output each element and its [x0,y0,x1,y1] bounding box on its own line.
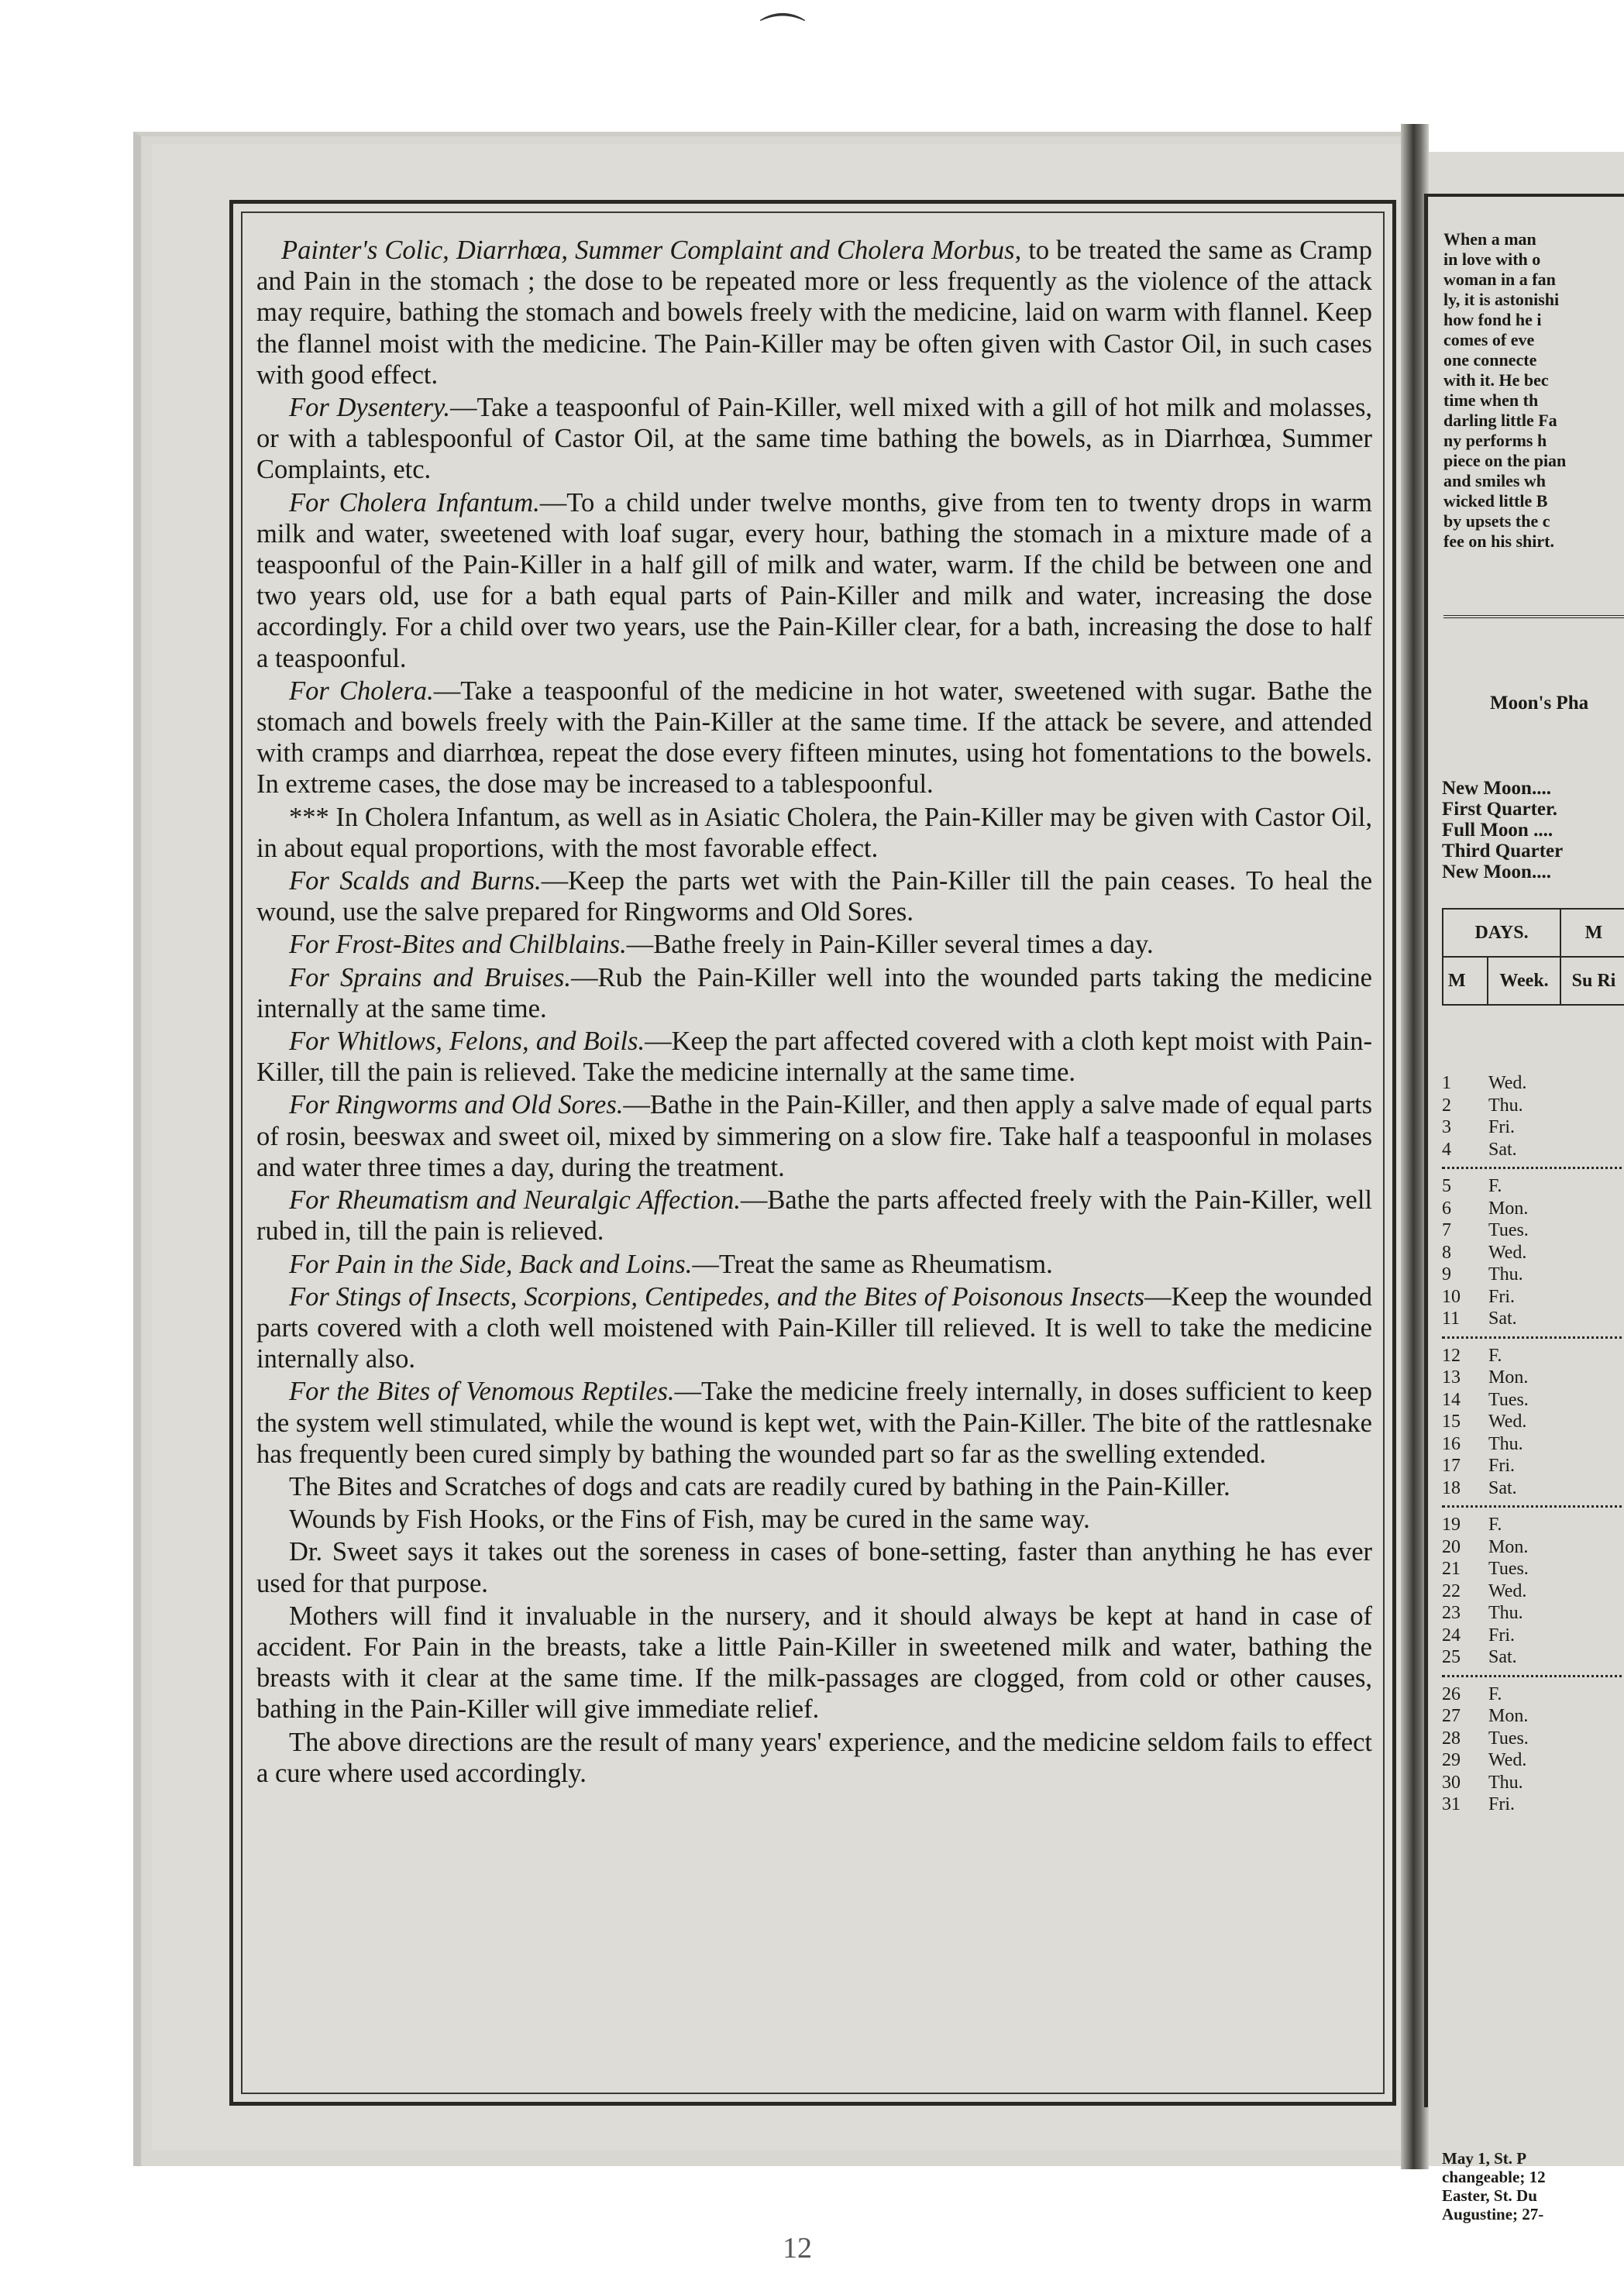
day-of-week: Mon. [1488,1536,1529,1557]
almanac-note-line: Augustine; 27- [1442,2205,1544,2223]
directions-paragraph [256,676,1372,800]
day-of-week: Wed. [1488,1580,1527,1601]
calendar-row [1442,1389,1624,1412]
day-number: 12 [1442,1345,1461,1366]
paragraph-heading: For Scalds and Burns. [289,866,542,896]
directions-paragraph [256,962,1372,1024]
day-number: 27 [1442,1706,1461,1726]
calendar-row [1442,1455,1624,1477]
paragraph-body: Wounds by Fish Hooks, or the Fins of Fish, may be cured in the same way. [289,1505,1090,1535]
directions-paragraph [256,1727,1372,1789]
day-of-week: Tues. [1488,1220,1529,1240]
side-anecdote-line: time when th [1443,390,1539,410]
side-anecdote-line: wicked little B [1443,491,1548,511]
calendar-row [1442,1646,1624,1669]
paragraph-body: Mothers will find it invaluable in the nursery, and it should always be kept at hand in case of accident. For Pain in the breasts, take a little Pain-Killer in sweetened milk and water, bathing the breasts with it clear at the same time. If the milk-passages are clogged, from cold or other causes, bathing in the Pain-Killer will give immediate relief. [256,1601,1372,1725]
day-number: 19 [1442,1515,1461,1535]
day-number: 8 [1442,1242,1451,1263]
paragraph-body: —Keep the part affected covered with a cloth kept moist with Pain-Killer, till the pain is relieved. Take the medicine internally at the same time. [256,1027,1373,1088]
directions-paragraph [256,1376,1372,1470]
day-of-week: Wed. [1488,1412,1527,1432]
almanac-frame [1424,194,1624,2223]
day-number: 14 [1442,1389,1461,1410]
day-of-week: Sat. [1488,1309,1517,1329]
day-of-week: Thu. [1488,1264,1523,1285]
directions-paragraph [256,929,1372,960]
day-of-week: Wed. [1488,1242,1527,1263]
side-anecdote-line: fee on his shirt. [1443,531,1554,551]
calendar-row [1442,1198,1624,1220]
side-anecdote-line: When a man [1443,229,1536,249]
day-of-week: Wed. [1488,1750,1527,1770]
calendar-row [1442,1308,1624,1330]
paragraph-body: —Keep the wounded parts covered with a cloth well moistened with Pain-Killer till relieved. It is well to take the medicine internally also. [256,1281,1372,1374]
page-number: 12 [783,2232,812,2265]
side-anecdote-line: piece on the pian [1443,451,1567,470]
calendar-row [1442,1286,1624,1309]
calendar-row [1442,1728,1624,1750]
paragraph-body: to be treated the same as Cramp and Pain in the stomach ; the dose to be repeated more or less frequently as the violence of the attack may require, bathing the stomach and bowels freely with the medicine, laid on warm with flannel. Keep the flannel moist with the medicine. The Pain-Killer may be often given with Castor Oil, in such cases with good effect. [256,236,1372,390]
paragraph-body: —Bathe the parts affected freely with the Pain-Killer, well rubed in, till the pain is relieved. [256,1185,1373,1247]
day-number: 11 [1442,1309,1461,1329]
day-number: 2 [1442,1095,1451,1116]
day-number: 30 [1442,1772,1461,1793]
directions-paragraph [256,1536,1372,1598]
day-of-week: Tues. [1488,1728,1529,1749]
side-anecdote [1443,229,1624,552]
calendar-days [1442,1072,1624,1816]
divider [1443,615,1624,618]
day-of-week: Thu. [1488,1772,1523,1793]
moon-phase-item: First Quarter. [1442,799,1558,820]
paragraph-body: —Bathe freely in Pain-Killer several times a day. [626,930,1154,960]
week-separator [1442,1675,1624,1677]
calendar-row [1442,1514,1624,1536]
day-number: 13 [1442,1367,1461,1388]
day-number: 3 [1442,1117,1451,1137]
calendar-row [1442,1625,1624,1647]
directions-paragraph [256,1601,1372,1725]
calendar-row [1442,1072,1624,1095]
paragraph-heading: For Cholera Infantum. [289,487,540,518]
paragraph-body: *** In Cholera Infantum, as well as in Asiatic Cholera, the Pain-Killer may be given with Castor Oil, in about equal proportions, with the most favorable effect. [256,802,1372,863]
text-frame [229,200,1396,2106]
page-scratch: ⌒ [759,12,806,63]
almanac-note-line: Easter, St. Du [1442,2186,1537,2205]
paragraph-heading: For the Bites of Venomous Reptiles. [289,1377,675,1407]
day-number: 4 [1442,1139,1451,1160]
calendar-row [1442,1705,1624,1728]
moon-phase-item: Full Moon .... [1442,820,1553,841]
calendar-row [1442,1580,1624,1603]
day-of-week: Wed. [1488,1073,1527,1093]
side-anecdote-line: how fond he i [1443,310,1542,329]
side-anecdote-line: with it. He bec [1443,370,1549,390]
day-of-week: Thu. [1488,1095,1523,1116]
week-header: Week. [1488,957,1560,1005]
directions-paragraph [256,392,1372,486]
week-separator [1442,1336,1624,1339]
side-anecdote-line: woman in a fan [1443,270,1556,289]
calendar-row [1442,1139,1624,1161]
directions-text [256,235,1372,1790]
paragraph-body: The Bites and Scratches of dogs and cats are readily cured by bathing in the Pain-Killer. [289,1471,1230,1501]
day-of-week: Sat. [1488,1477,1517,1498]
side-anecdote-line: ly, it is astonishi [1443,290,1560,309]
day-of-week: Fri. [1488,1286,1516,1307]
day-of-week: F. [1488,1683,1502,1704]
week-separator [1442,1505,1624,1508]
day-of-week: Fri. [1488,1117,1516,1137]
calendar-row [1442,1793,1624,1816]
month-col-header: M [1560,909,1624,957]
side-anecdote-line: and smiles wh [1443,471,1547,490]
day-of-week: Thu. [1488,1603,1523,1623]
paragraph-heading: For Ringworms and Old Sores. [289,1090,624,1120]
day-of-week: Mon. [1488,1198,1529,1219]
day-of-week: F. [1488,1515,1502,1535]
day-number: 26 [1442,1683,1461,1704]
paragraph-heading: For Frost-Bites and Chilblains. [289,930,627,960]
calendar-row [1442,1345,1624,1367]
moon-phases-title: Moon's Pha [1490,693,1589,714]
directions-paragraph [256,1185,1372,1247]
day-number: 29 [1442,1750,1461,1770]
day-number: 31 [1442,1794,1461,1814]
calendar-row [1442,1433,1624,1456]
almanac-note-line: changeable; 12 [1442,2168,1546,2186]
day-number: 1 [1442,1073,1451,1093]
calendar-row [1442,1683,1624,1706]
day-number: 25 [1442,1647,1461,1667]
paragraph-heading: For Sprains and Bruises. [289,962,571,992]
day-of-week: Sat. [1488,1647,1517,1667]
paragraph-heading: For Whitlows, Felons, and Boils. [289,1027,645,1057]
day-of-week: Tues. [1488,1559,1529,1579]
calendar-row [1442,1219,1624,1242]
side-anecdote-line: in love with o [1443,249,1541,269]
calendar-row [1442,1411,1624,1433]
day-of-week: Fri. [1488,1794,1516,1814]
directions-paragraph [256,1504,1372,1535]
day-of-week: Sat. [1488,1139,1517,1160]
side-anecdote-line: one connecte [1443,350,1537,370]
day-of-week: Fri. [1488,1625,1516,1646]
moon-phases-list [1442,778,1563,882]
calendar-row [1442,1175,1624,1198]
paragraph-body: —Take the medicine freely internally, in doses sufficient to keep the system well stimulated, while the wound is kept wet, with the Pain-Killer. The bite of the rattlesnake has frequently been cured simply by bathing the wounded part so far as the swelling extended. [256,1377,1372,1469]
day-number: 16 [1442,1433,1461,1454]
day-of-week: Mon. [1488,1367,1529,1388]
paragraph-body: The above directions are the result of many years' experience, and the medicine seldom fails to effect a cure where used accordingly. [256,1727,1372,1788]
week-separator [1442,1167,1624,1169]
side-anecdote-line: darling little Fa [1443,411,1557,430]
day-number: 6 [1442,1198,1451,1219]
m-header: M [1443,957,1488,1005]
paragraph-body: Dr. Sweet says it takes out the soreness in cases of bone-setting, faster than anything he has ever used for that purpose. [256,1537,1372,1598]
moon-phase-item: Third Quarter [1442,841,1564,861]
side-anecdote-line: ny performs h [1443,431,1547,450]
calendar-row [1442,1242,1624,1264]
day-number: 17 [1442,1456,1461,1476]
paragraph-heading: For Cholera. [289,676,434,706]
calendar-header [1442,908,1624,1006]
paragraph-body: —Take a teaspoonful of the medicine in hot water, sweetened with sugar. Bathe the stomach and bowels freely with the Pain-Killer at the same time. If the attack be severe, and attended with cramps and diarrhœa, repeat the dose every fifteen minutes, using hot fomentations to the bowels. In extreme cases, the dose may be increased to a tablespoonful. [256,676,1372,800]
side-anecdote-line: by upsets the c [1443,511,1550,531]
paragraph-body: —To a child under twelve months, give from ten to twenty drops in warm milk and water, sweetened with loaf sugar, every hour, bathing the stomach in a mixture made of a teaspoonful of the Pain-Killer in a half gill of milk and water, warm. If the child be between one and two years old, use for a bath equal parts of Pain-Killer and milk and water, increasing the dose accordingly. For a child over two years, use the Pain-Killer clear, for a bath, increasing the dose to half a teaspoonful. [256,487,1372,673]
moon-phase-item: New Moon.... [1442,778,1551,799]
day-of-week: Tues. [1488,1389,1529,1410]
calendar-row [1442,1536,1624,1559]
paragraph-heading: For Stings of Insects, Scorpions, Centipedes, and the Bites of Poisonous Insects [289,1281,1145,1312]
calendar-row [1442,1772,1624,1794]
calendar-row [1442,1477,1624,1500]
almanac-notes [1442,2149,1546,2223]
directions-paragraph [256,1026,1372,1088]
day-of-week: Fri. [1488,1456,1516,1476]
directions-paragraph [256,802,1372,864]
sun-header: Su Ri [1560,957,1624,1005]
days-header: DAYS. [1443,909,1560,957]
calendar-row [1442,1095,1624,1117]
paragraph-body: —Rub the Pain-Killer well into the wounded parts taking the medicine internally at the same time. [256,962,1372,1023]
calendar-row [1442,1558,1624,1580]
day-number: 21 [1442,1559,1461,1579]
directions-paragraph [256,235,1372,390]
side-anecdote-line: comes of eve [1443,330,1535,349]
directions-paragraph [256,1471,1372,1502]
paragraph-heading: For Pain in the Side, Back and Loins. [289,1249,693,1279]
paragraph-heading: Painter's Colic, Diarrhœa, Summer Complaint and Cholera Morbus, [281,236,1022,265]
directions-paragraph [256,1249,1372,1280]
day-number: 28 [1442,1728,1461,1749]
day-number: 5 [1442,1176,1451,1196]
day-number: 24 [1442,1625,1461,1646]
day-number: 23 [1442,1603,1461,1623]
paragraph-body: —Bathe in the Pain-Killer, and then apply a salve made of equal parts of rosin, beeswax and sweet oil, mixed by simmering on a slow fire. Take half a teaspoonful in molases and water three times a day, during the treatment. [256,1090,1372,1182]
day-number: 10 [1442,1286,1461,1307]
paragraph-heading: For Dysentery. [289,393,451,423]
day-number: 22 [1442,1580,1461,1601]
paragraph-body: —Take a teaspoonful of Pain-Killer, well mixed with a gill of hot milk and molasses, or with a tablespoonful of Castor Oil, at the same time bathing the bowels, as in Diarrhœa, Summer Complaints, etc. [256,393,1373,485]
directions-paragraph [256,865,1372,927]
day-of-week: Thu. [1488,1433,1523,1454]
paragraph-body: —Keep the parts wet with the Pain-Killer till the pain ceases. To heal the wound, use the salve prepared for Ringworms and Old Sores. [256,866,1373,927]
paragraph-heading: For Rheumatism and Neuralgic Affection. [289,1185,741,1216]
calendar-row [1442,1749,1624,1772]
day-number: 20 [1442,1536,1461,1557]
day-number: 7 [1442,1220,1451,1240]
day-number: 18 [1442,1477,1461,1498]
day-of-week: Mon. [1488,1706,1529,1726]
directions-paragraph [256,1089,1372,1183]
directions-paragraph [256,1281,1372,1375]
calendar-row [1442,1264,1624,1286]
paragraph-body: —Treat the same as Rheumatism. [692,1249,1053,1279]
almanac-note-line: May 1, St. P [1442,2149,1527,2168]
directions-paragraph [256,487,1372,674]
day-of-week: F. [1488,1176,1502,1196]
day-number: 9 [1442,1264,1451,1285]
day-of-week: F. [1488,1345,1502,1366]
moon-phase-item: New Moon.... [1442,861,1551,882]
day-number: 15 [1442,1412,1461,1432]
calendar-row [1442,1602,1624,1625]
calendar-row [1442,1116,1624,1139]
calendar-row [1442,1367,1624,1389]
